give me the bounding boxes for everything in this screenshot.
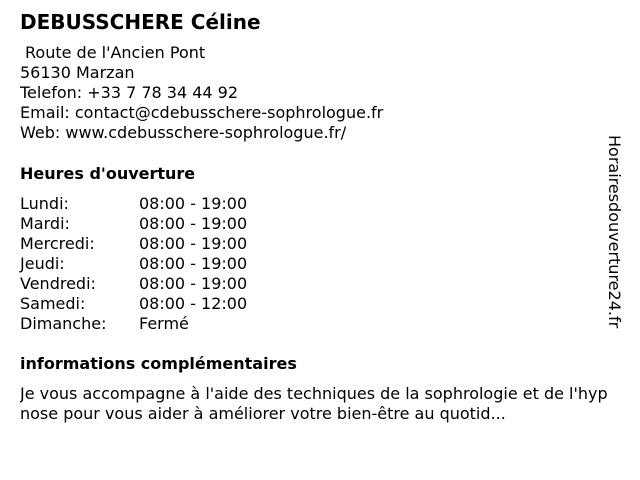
day-hours: 08:00 - 19:00 xyxy=(139,234,248,253)
additional-info-text: Je vous accompagne à l'aide des techniques de la sophrologie et de l'hypnose pour vous aider à améliorer votre bien-être au quotid... xyxy=(20,384,608,423)
day-label: Jeudi: xyxy=(20,254,65,273)
additional-info-heading: informations complémentaires xyxy=(20,354,297,373)
day-hours: Fermé xyxy=(139,314,189,333)
day-label: Samedi: xyxy=(20,294,86,313)
day-hours: 08:00 - 19:00 xyxy=(139,194,248,213)
day-label: Mardi: xyxy=(20,214,70,233)
day-hours: 08:00 - 19:00 xyxy=(139,274,248,293)
address-city: 56130 Marzan xyxy=(20,63,135,82)
address-street: Route de l'Ancien Pont xyxy=(25,43,206,62)
day-label: Lundi: xyxy=(20,194,69,213)
opening-hours-heading: Heures d'ouverture xyxy=(20,164,196,183)
phone-number: Telefon: +33 7 78 34 44 92 xyxy=(20,83,239,102)
business-name: DEBUSSCHERE Céline xyxy=(20,10,261,34)
day-label: Vendredi: xyxy=(20,274,96,293)
email-address: Email: contact@cdebusschere-sophrologue.fr xyxy=(20,103,384,122)
website-url: Web: www.cdebusschere-sophrologue.fr/ xyxy=(20,123,347,142)
day-hours: 08:00 - 19:00 xyxy=(139,214,248,233)
site-watermark: Horairesdouverture24.fr xyxy=(605,135,624,329)
contact-block xyxy=(20,43,383,143)
day-label: Mercredi: xyxy=(20,234,95,253)
day-hours: 08:00 - 19:00 xyxy=(139,254,248,273)
day-label: Dimanche: xyxy=(20,314,107,333)
day-hours: 08:00 - 12:00 xyxy=(139,294,248,313)
